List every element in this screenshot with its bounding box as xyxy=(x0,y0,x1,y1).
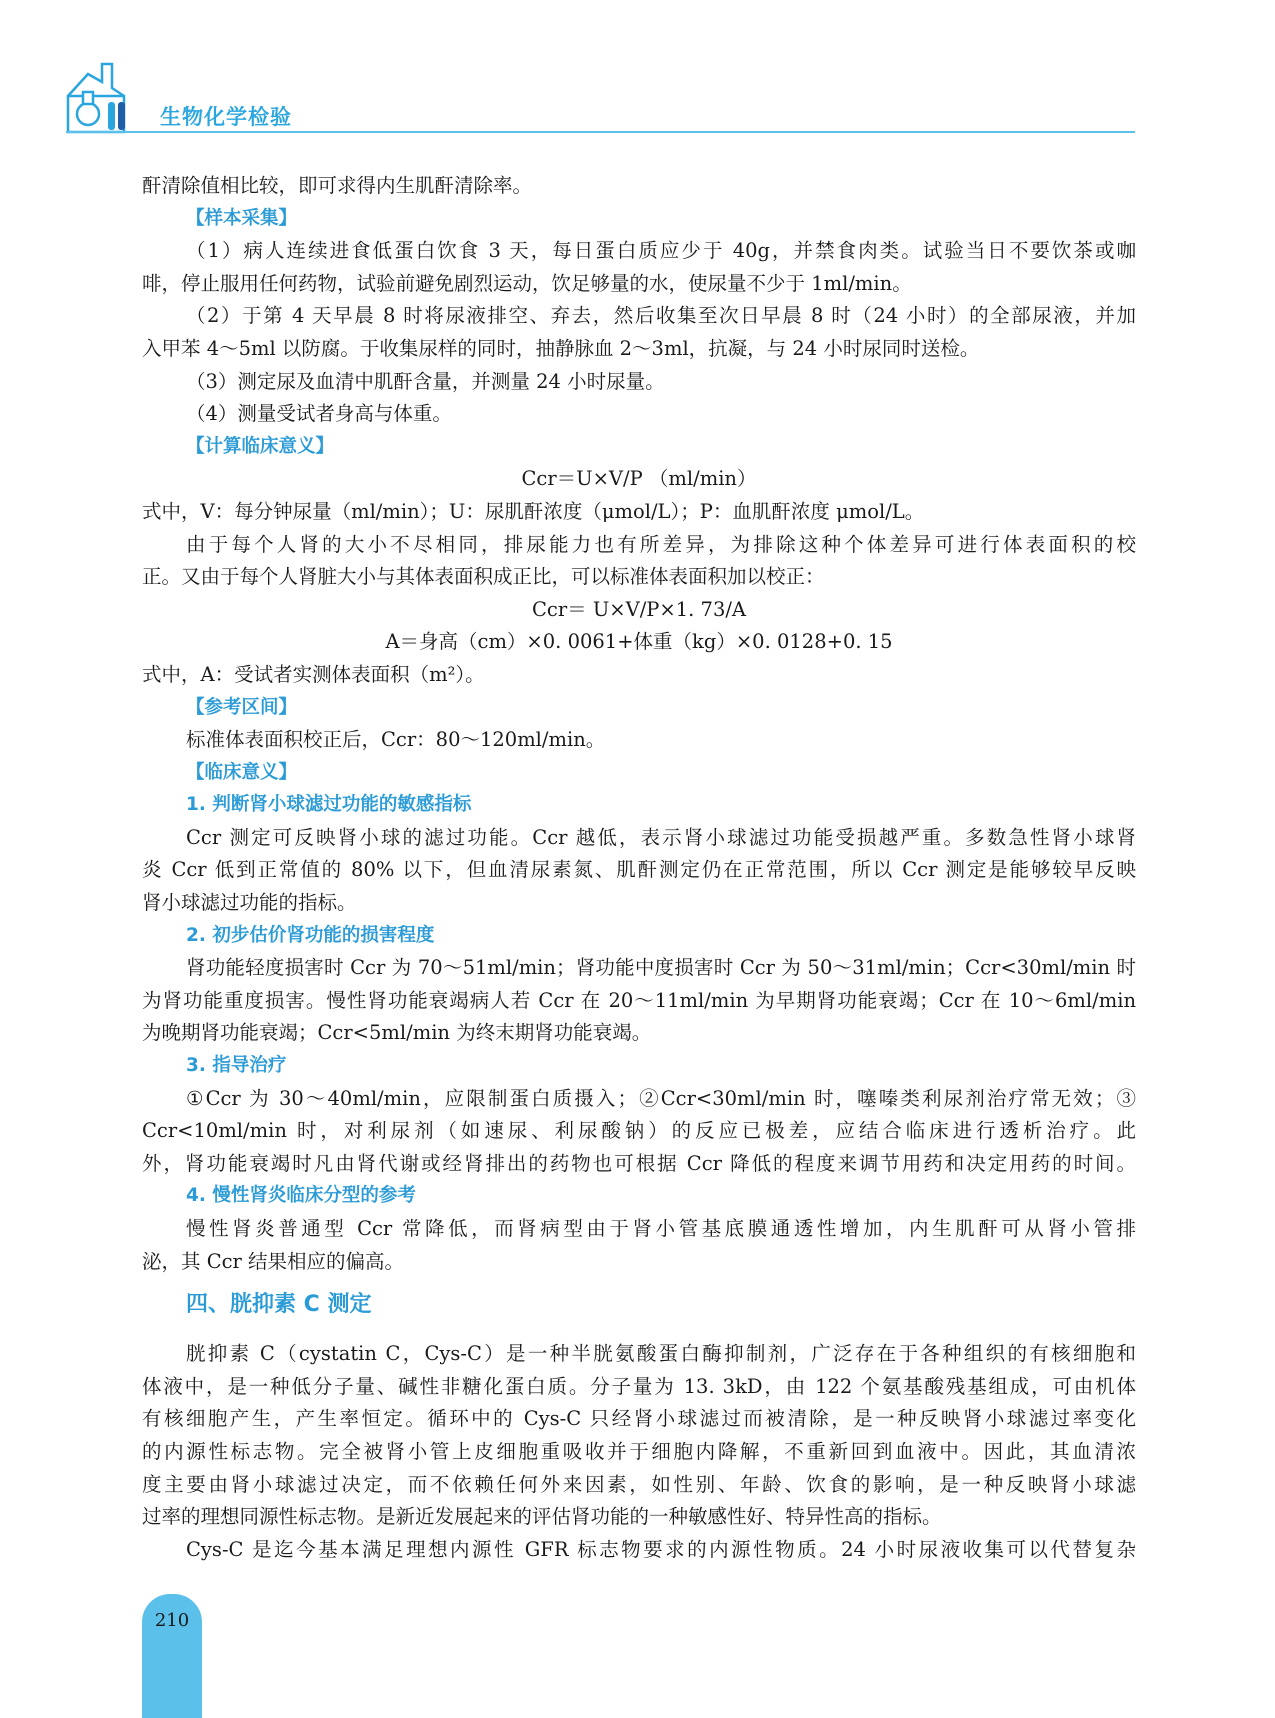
page-body xyxy=(142,170,1136,1566)
header-divider xyxy=(66,131,1135,133)
paragraph-line: 有核细胞产生，产生率恒定。循环中的 Cys-C 只经肾小球滤过而被清除，是一种反映肾小球滤过率变化 xyxy=(142,1407,1136,1431)
paragraph-line: （1）病人连续进食低蛋白饮食 3 天，每日蛋白质应少于 40g，并禁食肉类。试验当日不要饮茶或咖 xyxy=(186,239,1136,263)
paragraph-line: Cys-C 是迄今基本满足理想内源性 GFR 标志物要求的内源性物质。24 小时尿液收集可以代替复杂 xyxy=(186,1537,1136,1561)
paragraph-line: 酐清除值相比较，即可求得内生肌酐清除率。 xyxy=(142,174,533,197)
section-heading: 四、胱抑素 C 测定 xyxy=(186,1292,372,1318)
paragraph-line: （2）于第 4 天早晨 8 时将尿液排空、弃去，然后收集至次日早晨 8 时（24 小时）的全部尿液，并加 xyxy=(186,304,1136,328)
paragraph-line: 度主要由肾小球滤过决定，而不依赖任何外来因素，如性别、年龄、饮食的影响，是一种反映肾小球滤 xyxy=(142,1472,1136,1496)
subheading: 1. 判断肾小球滤过功能的敏感指标 xyxy=(186,794,472,816)
paragraph-line: 肾功能轻度损害时 Ccr 为 70～51ml/min；肾功能中度损害时 Ccr 为 50～31ml/min；Ccr<30ml/min 时 xyxy=(186,956,1136,980)
section-label-reference: 【参考区间】 xyxy=(186,696,298,718)
paragraph-line: （4）测量受试者身高与体重。 xyxy=(186,402,452,426)
paragraph-line: Ccr 测定可反映肾小球的滤过功能。Ccr 越低，表示肾小球滤过功能受损越严重。多数急性肾小球肾 xyxy=(186,825,1136,849)
paragraph-line: （3）测定尿及血清中肌酐含量，并测量 24 小时尿量。 xyxy=(186,369,665,393)
paragraph-line: 的内源性标志物。完全被肾小管上皮细胞重吸收并于细胞内降解，不重新回到血液中。因此，其血清浓 xyxy=(142,1439,1136,1463)
formula: Ccr＝ U×V/P×1. 73/A xyxy=(531,597,746,621)
paragraph-line: ①Ccr 为 30～40ml/min，应限制蛋白质摄入；②Ccr<30ml/min 时，噻嗪类利尿剂治疗常无效；③ xyxy=(186,1086,1136,1110)
paragraph-line: Ccr<10ml/min 时，对利尿剂（如速尿、利尿酸钠）的反应已极差，应结合临床进行透析治疗。此 xyxy=(142,1119,1136,1143)
paragraph-line: 过率的理想同源性标志物。是新近发展起来的评估肾功能的一种敏感性好、特异性高的指标。 xyxy=(142,1505,942,1529)
lab-flask-test-tube-icon xyxy=(66,62,146,134)
paragraph-line: 泌，其 Ccr 结果相应的偏高。 xyxy=(142,1249,405,1273)
header-title: 生物化学检验 xyxy=(160,105,292,129)
subheading: 4. 慢性肾炎临床分型的参考 xyxy=(186,1185,416,1207)
paragraph-line: 为晚期肾功能衰竭；Ccr<5ml/min 为终末期肾功能衰竭。 xyxy=(142,1021,652,1045)
paragraph-line: 式中，V：每分钟尿量（ml/min）；U：尿肌酐浓度（μmol/L）；P：血肌酐浓度 μmol/L。 xyxy=(142,499,925,523)
paragraph-line: 式中，A：受试者实测体表面积（m²）。 xyxy=(142,662,485,686)
paragraph-line: 体液中，是一种低分子量、碱性非糖化蛋白质。分子量为 13. 3kD，由 122 个氨基酸残基组成，可由机体 xyxy=(142,1374,1136,1398)
paragraph-line: 入甲苯 4～5ml 以防腐。于收集尿样的同时，抽静脉血 2～3ml，抗凝，与 24 小时尿同时送检。 xyxy=(142,336,980,360)
paragraph-line: 为肾功能重度损害。慢性肾功能衰竭病人若 Ccr 在 20～11ml/min 为早期肾功能衰竭；Ccr 在 10～6ml/min xyxy=(142,988,1136,1012)
paragraph-line: 标准体表面积校正后，Ccr：80～120ml/min。 xyxy=(186,728,606,752)
paragraph-line: 正。又由于每个人肾脏大小与其体表面积成正比，可以标准体表面积加以校正： xyxy=(142,565,825,589)
formula: A＝身高（cm）×0. 0061+体重（kg）×0. 0128+0. 15 xyxy=(385,630,893,654)
paragraph-line: 慢性肾炎普通型 Ccr 常降低，而肾病型由于肾小管基底膜通透性增加，内生肌酐可从肾小管排 xyxy=(186,1217,1136,1240)
paragraph-line: 外，肾功能衰竭时凡由肾代谢或经肾排出的药物也可根据 Ccr 降低的程度来调节用药和决定用药的时间。 xyxy=(142,1151,1136,1175)
paragraph-line: 肾小球滤过功能的指标。 xyxy=(142,891,357,915)
subheading: 2. 初步估价肾功能的损害程度 xyxy=(186,924,435,946)
formula: Ccr＝U×V/P （ml/min） xyxy=(521,467,757,491)
subheading: 3. 指导治疗 xyxy=(186,1055,287,1077)
section-label-clinical: 【临床意义】 xyxy=(186,761,298,783)
paragraph-line: 炎 Ccr 低到正常值的 80% 以下，但血清尿素氮、肌酐测定仍在正常范围，所以 Ccr 测定是能够较早反映 xyxy=(142,858,1136,882)
page-number: 210 xyxy=(154,1610,190,1631)
section-label-sample: 【样本采集】 xyxy=(186,207,298,229)
paragraph-line: 由于每个人肾的大小不尽相同，排尿能力也有所差异，为排除这种个体差异可进行体表面积的校 xyxy=(186,532,1136,556)
paragraph-line: 胱抑素 C（cystatin C，Cys-C）是一种半胱氨酸蛋白酶抑制剂，广泛存在于各种组织的有核细胞和 xyxy=(186,1342,1136,1366)
section-label-calculation: 【计算临床意义】 xyxy=(186,435,335,457)
paragraph-line: 啡，停止服用任何药物，试验前避免剧烈运动，饮足够量的水，使尿量不少于 1ml/min。 xyxy=(142,271,912,295)
